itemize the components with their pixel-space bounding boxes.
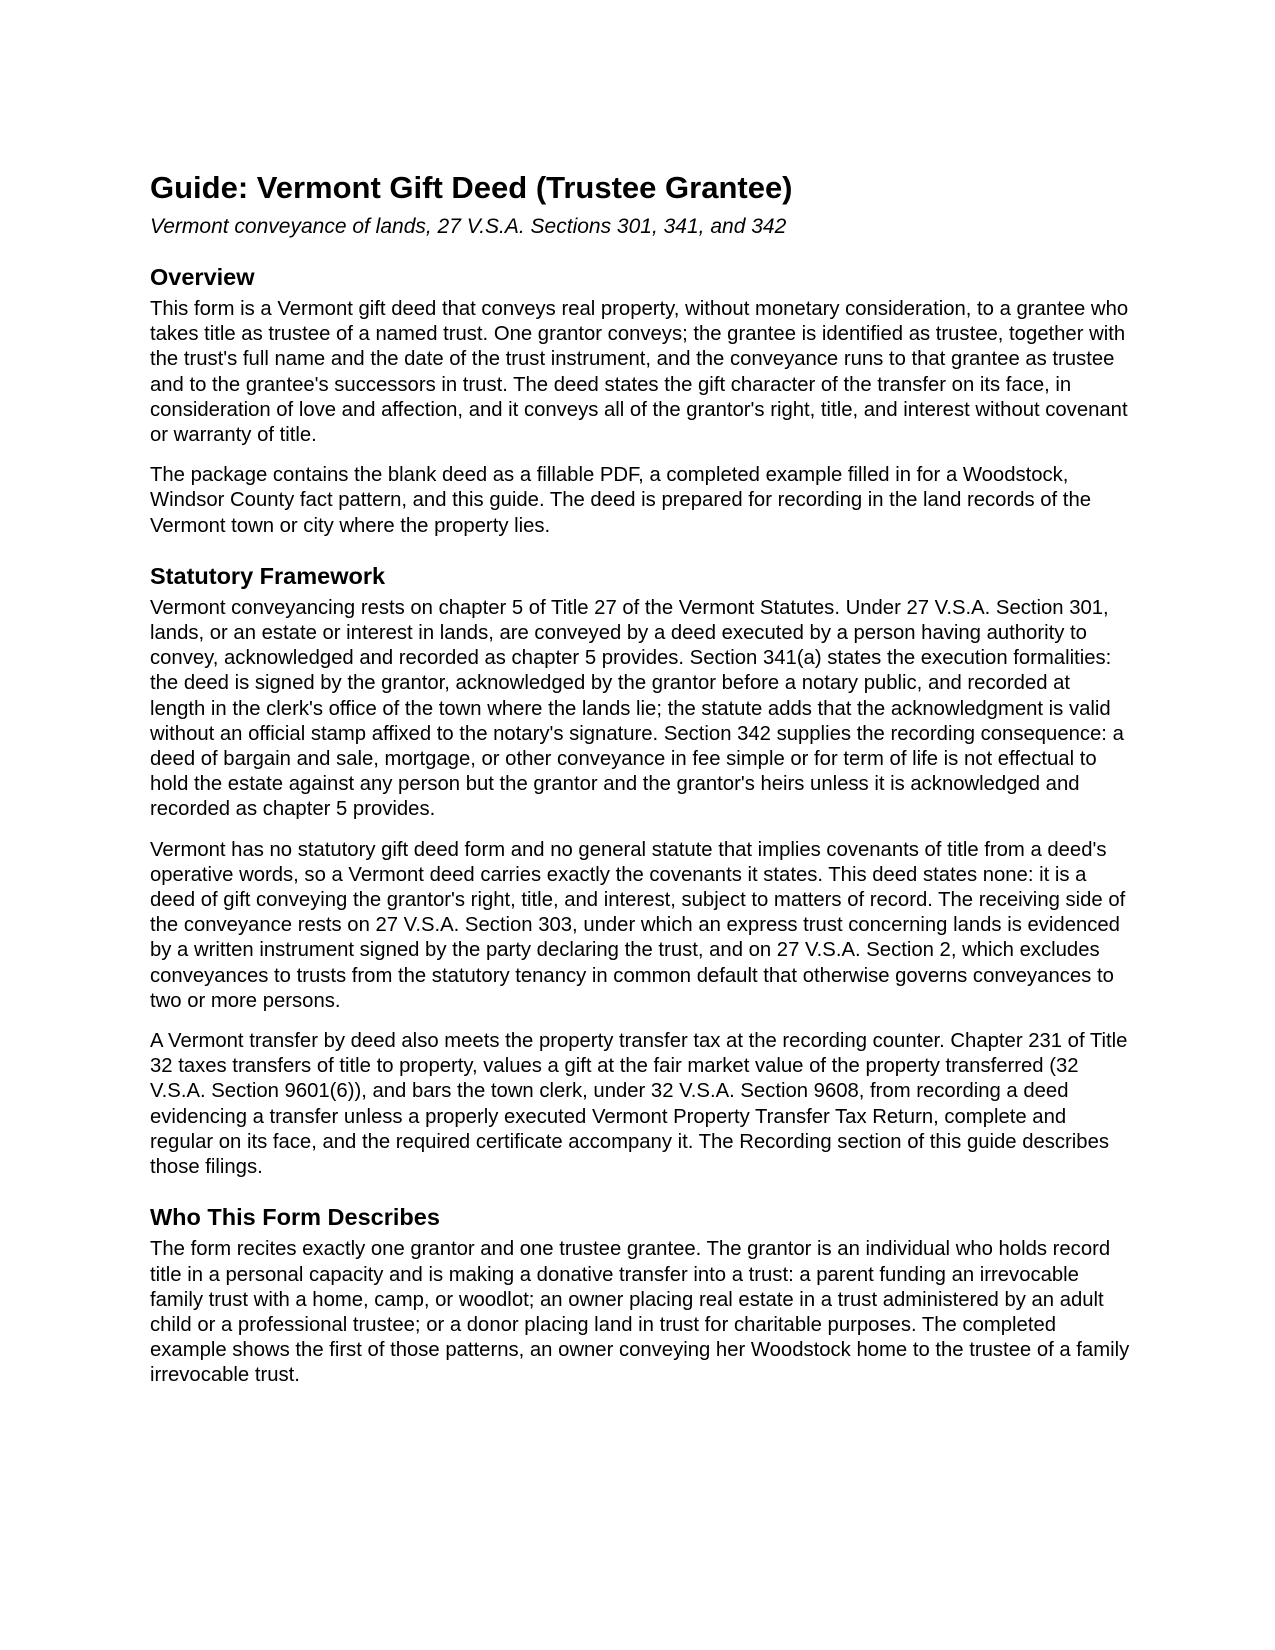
section-statutory-framework	[150, 561, 1130, 1180]
statutory-paragraph-2: Vermont has no statutory gift deed form and no general statute that implies covenants of title from a deed's operative words, so a Vermont deed carries exactly the covenants it states. This deed states none: it is a deed of gift conveying the grantor's right, title, and interest, subject to matters of record. The receiving side of the conveyance rests on 27 V.S.A. Section 303, under which an express trust concerning lands is evidenced by a written instrument signed by the party declaring the trust, and on 27 V.S.A. Section 2, which excludes conveyances to trusts from the statutory tenancy in common default that otherwise governs conveyances to two or more persons.	[150, 838, 1126, 1012]
document-title: Guide: Vermont Gift Deed (Trustee Grantee)	[150, 170, 793, 205]
overview-paragraph-2: The package contains the blank deed as a fillable PDF, a completed example filled in for a Woodstock, Windsor County fact pattern, and this guide. The deed is prepared for recording in the land records of the Vermont town or city where the property lies.	[150, 464, 1091, 537]
statutory-paragraph-1: Vermont conveyancing rests on chapter 5 of Title 27 of the Vermont Statutes. Under 27 V.S.A. Section 301, lands, or an estate or interest in lands, are conveyed by a deed executed by a person having authority to convey, acknowledged and recorded as chapter 5 provides. Section 341(a) states the execution formalities: the deed is signed by the grantor, acknowledged by the grantor before a notary public, and recorded at length in the clerk's office of the town where the lands lie; the statute adds that the acknowledgment is valid without an official stamp affixed to the notary's signature. Section 342 supplies the recording consequence: a deed of bargain and sale, mortgage, or other conveyance in fee simple or for term of life is not effectual to hold the estate against any person but the grantor and the grantor's heirs unless it is acknowledged and recorded as chapter 5 provides.	[150, 596, 1124, 821]
section-overview	[150, 262, 1130, 539]
section-heading-statutory-framework: Statutory Framework	[150, 562, 386, 589]
who-paragraph-1: The form recites exactly one grantor and one trustee grantee. The grantor is an individual who holds record title in a personal capacity and is making a donative transfer into a trust: a parent funding an irrevocable family trust with a home, camp, or woodlot; an owner placing real estate in a trust administered by an adult child or a professional trustee; or a donor placing land in trust for charitable purposes. The completed example shows the first of those patterns, an owner conveying her Woodstock home to the trustee of a family irrevocable trust.	[150, 1238, 1130, 1387]
section-who-this-form-describes	[150, 1202, 1130, 1388]
section-heading-who-this-form-describes: Who This Form Describes	[150, 1204, 440, 1231]
document-subtitle: Vermont conveyance of lands, 27 V.S.A. Sections 301, 341, and 342	[150, 215, 787, 238]
document-page	[150, 170, 1130, 1389]
section-heading-overview: Overview	[150, 264, 255, 290]
statutory-paragraph-3: A Vermont transfer by deed also meets the property transfer tax at the recording counter. Chapter 231 of Title 32 taxes transfers of title to property, values a gift at the fair market value of the property transferred (32 V.S.A. Section 9601(6)), and bars the town clerk, under 32 V.S.A. Section 9608, from recording a deed evidencing a transfer unless a properly executed Vermont Property Transfer Tax Return, complete and regular on its face, and the required certificate accompany it. The Recording section of this guide describes those filings.	[150, 1030, 1128, 1179]
overview-paragraph-1: This form is a Vermont gift deed that conveys real property, without monetary consideration, to a grantee who takes title as trustee of a named trust. One grantor conveys; the grantee is identified as trustee, together with the trust's full name and the date of the trust instrument, and the conveyance runs to that grantee as trustee and to the grantee's successors in trust. The deed states the gift character of the transfer on its face, in consideration of love and affection, and it conveys all of the grantor's right, title, and interest without covenant or warranty of title.	[150, 298, 1129, 447]
